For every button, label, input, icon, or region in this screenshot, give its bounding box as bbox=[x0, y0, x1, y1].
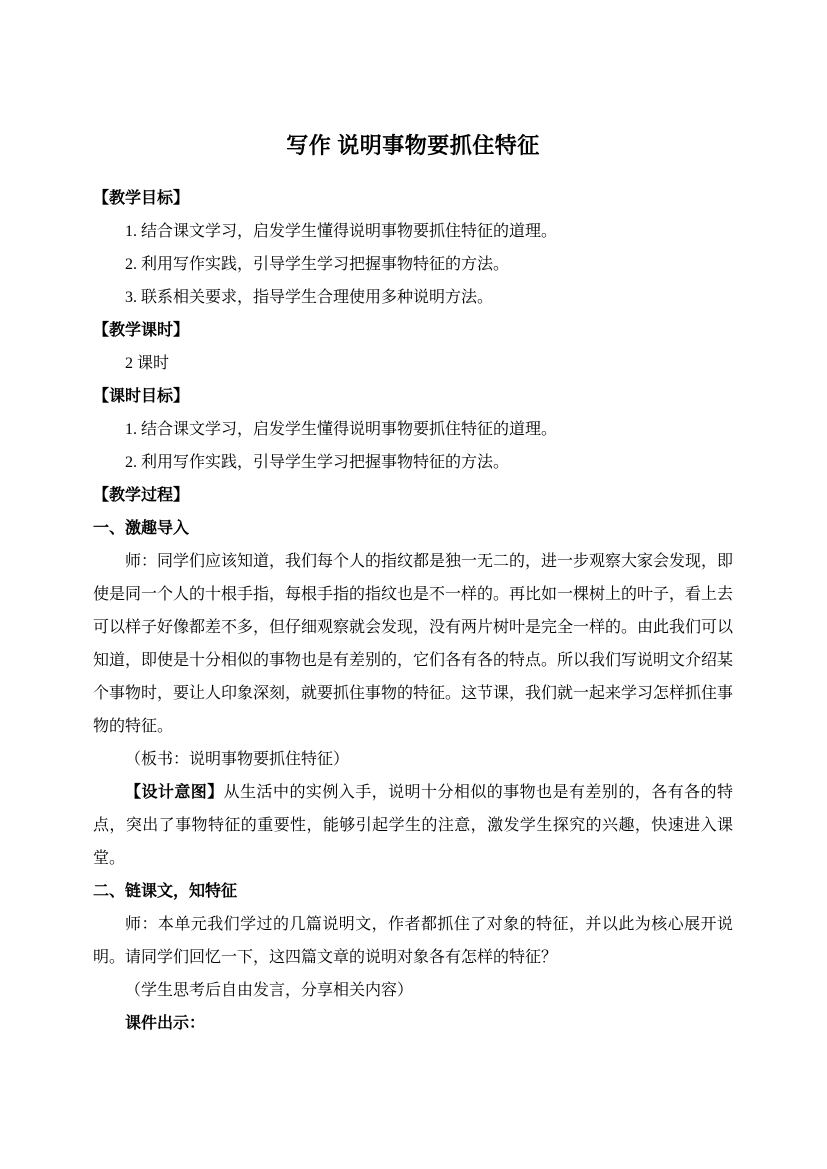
page-title: 写作 说明事物要抓住特征 bbox=[286, 133, 540, 158]
lesson-goal-item-2: 2. 利用写作实践，引导学生学习把握事物特征的方法。 bbox=[125, 454, 510, 471]
teaching-goal-item-3: 3. 联系相关要求，指导学生合理使用多种说明方法。 bbox=[125, 289, 494, 306]
heading-teaching-periods: 【教学课时】 bbox=[93, 322, 190, 339]
heading-section-1: 一、激趣导入 bbox=[93, 520, 190, 537]
lesson-goal-item-1: 1. 结合课文学习，启发学生懂得说明事物要抓住特征的道理。 bbox=[125, 421, 558, 438]
teacher-question-paragraph: 师：本单元我们学过的几篇说明文，作者都抓住了对象的特征，并以此为核心展开说明。请同学们回忆一下，这四篇文章的说明对象各有怎样的特征？ bbox=[93, 916, 733, 966]
teacher-intro-paragraph: 师：同学们应该知道，我们每个人的指纹都是独一无二的，进一步观察大家会发现，即使是同一个人的十根手指，每根手指的指纹也是不一样的。再比如一棵树上的叶子，看上去可以样子好像都差不多，但仔细观察就会发现，没有两片树叶是完全一样的。由此我们可以知道，即使是十分相似的事物也是有差别的，它们各有各的特点。所以我们写说明文介绍某个事物时，要让人印象深刻，就要抓住事物的特征。这节课，我们就一起来学习怎样抓住事物的特征。 bbox=[93, 553, 734, 735]
teaching-goal-item-1: 1. 结合课文学习，启发学生懂得说明事物要抓住特征的道理。 bbox=[125, 223, 558, 240]
design-intent-label: 【设计意图】 bbox=[125, 784, 224, 801]
teaching-goal-item-2: 2. 利用写作实践，引导学生学习把握事物特征的方法。 bbox=[125, 256, 510, 273]
student-activity-note: （学生思考后自由发言，分享相关内容） bbox=[125, 982, 414, 999]
heading-section-2: 二、链课文，知特征 bbox=[93, 883, 238, 900]
heading-teaching-goals: 【教学目标】 bbox=[93, 190, 190, 207]
design-intent-text: 从生活中的实例入手，说明十分相似的事物也是有差别的，各有各的特点，突出了事物特征的重要性，能够引起学生的注意，激发学生探究的兴趣，快速进入课堂。 bbox=[93, 784, 733, 867]
courseware-label: 课件出示： bbox=[125, 1015, 206, 1032]
design-intent-paragraph bbox=[93, 776, 733, 875]
heading-teaching-process: 【教学过程】 bbox=[93, 487, 190, 504]
teaching-periods-value: 2 课时 bbox=[125, 355, 170, 372]
heading-lesson-goals: 【课时目标】 bbox=[93, 388, 190, 405]
board-note: （板书：说明事物要抓住特征） bbox=[125, 751, 350, 768]
